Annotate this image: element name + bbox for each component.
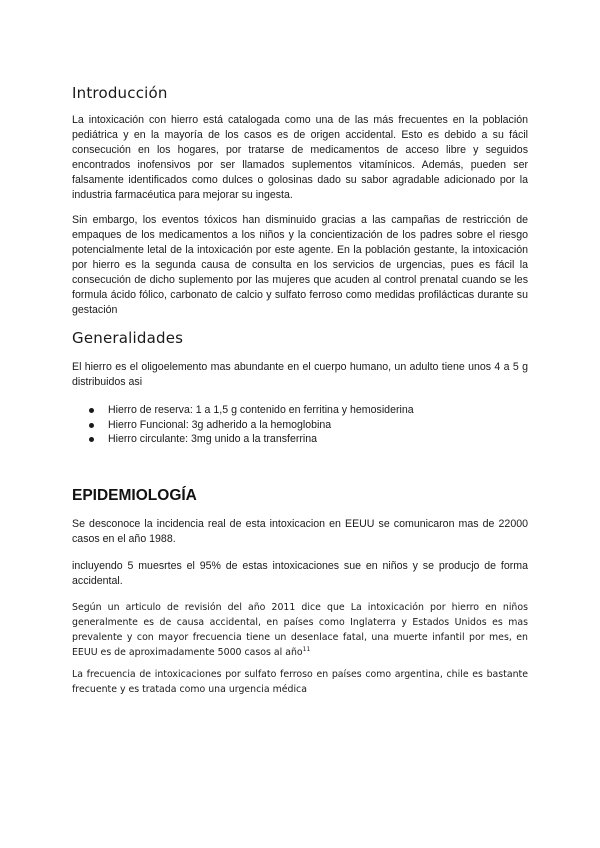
epidemiologia-paragraph-3	[72, 600, 528, 660]
intro-paragraph-2: Sin embargo, los eventos tóxicos han disminuido gracias a las campañas de restricción de empaques de los medicamentos a los niños y la concientización de los padres sobre el riesgo potencialmente letal de la intoxicación por este agente. En la población gestante, la intoxicación por hierro es la segunda causa de consulta en los servicios de urgencias, pues es fácil la consecución de dicho suplemento por las mujeres que acuden al control prenatal cuando se les formula ácido fólico, carbonato de calcio y sulfato ferroso como medidas profilácticas durante su gestación	[72, 214, 528, 316]
epidemiologia-paragraph-3-text: Según un articulo de revisión del año 2011 dice que La intoxicación por hierro en niños generalmente es de causa accidental, en países como Inglaterra y Estados Unidos es mas prevalente y con mayor frecuencia tiene un desenlace fatal, una muerte infantil por mes, en EEUU es de aproximadamente 5000 casos al año	[72, 602, 528, 658]
bullet-icon	[89, 408, 94, 413]
section-title-generalidades: Generalidades	[72, 329, 184, 347]
section-title-introduccion: Introducción	[72, 84, 168, 102]
generalidades-paragraph: El hierro es el oligoelemento mas abundante en el cuerpo humano, un adulto tiene unos 4 a 5 g distribuidos asi	[72, 361, 528, 388]
epidemiologia-paragraph-1: Se desconoce la incidencia real de esta intoxicacion en EEUU se comunicaron mas de 22000 casos en el año 1988.	[72, 518, 528, 545]
section-title-epidemiologia: EPIDEMIOLOGÍA	[72, 487, 197, 504]
list-item-text: Hierro circulante: 3mg unido a la transferrina	[108, 433, 318, 445]
list-item	[72, 418, 528, 433]
bullet-icon	[89, 437, 94, 442]
list-item-text: Hierro de reserva: 1 a 1,5 g contenido en ferritina y hemosiderina	[108, 404, 414, 416]
list-item	[72, 403, 528, 418]
list-item-text: Hierro Funcional: 3g adherido a la hemoglobina	[108, 418, 332, 431]
epidemiologia-paragraph-4: La frecuencia de intoxicaciones por sulfato ferroso en países como argentina, chile es bastante frecuente y es tratada como una urgencia médica	[72, 669, 528, 695]
intro-paragraph-1: La intoxicación con hierro está catalogada como una de las más frecuentes en la población pediátrica y en la mayoría de los casos es de origen accidental. Esto es debido a su fácil consecución en los hogares, por tratarse de medicamentos de acceso libre y seguidos encontrados inofensivos por ser llamados suplementos vitamínicos. Además, pueden ser falsamente identificados como dulces o golosinas dado su sabor agradable adicionado por la industria farmacéutica para mejorar su ingesta.	[72, 114, 528, 201]
reference-superscript: 11	[302, 645, 311, 653]
list-item	[72, 432, 528, 447]
epidemiologia-paragraph-2: incluyendo 5 muesrtes el 95% de estas intoxicaciones sue en niños y se producjo de forma accidental.	[72, 560, 528, 587]
bullet-list	[72, 403, 528, 447]
bullet-icon	[89, 423, 94, 428]
